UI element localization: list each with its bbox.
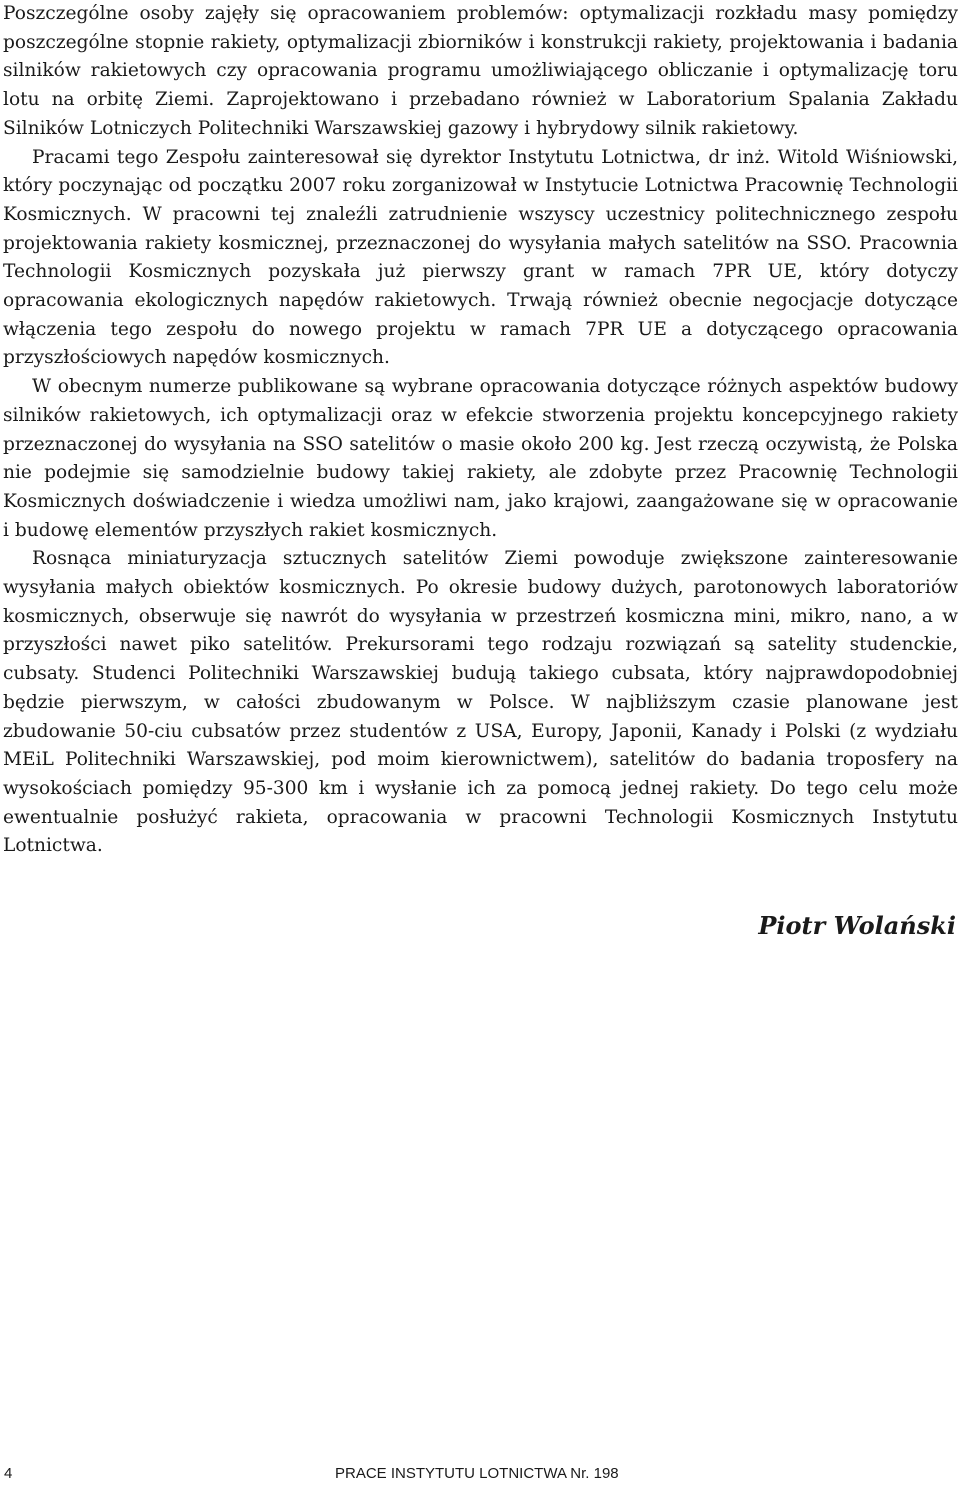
journal-title: PRACE INSTYTUTU LOTNICTWA Nr. 198 — [335, 1465, 619, 1482]
page-footer — [4, 1464, 960, 1486]
page-number: 4 — [4, 1465, 13, 1482]
paragraph: W obecnym numerze publikowane są wybrane opracowania dotyczące różnych aspektów budowy silników rakietowych, ich optymalizacji oraz w efekcie stworzenia projektu koncepcyjnego rakiety przeznaczonej do wysyłania na SSO satelitów o masie około 200 kg. Jest rzeczą oczywistą, że Polska nie podejmie się samodzielnie budowy takiej rakiety, ale zdobyte przez Pracownię Technologii Kosmicznych doświadczenie i wiedza umożliwi nam, jako krajowi, zaangażowane się w opracowanie i budowę elementów przyszłych rakiet kosmicznych. — [3, 376, 958, 541]
article-body — [3, 0, 958, 861]
paragraph: Pracami tego Zespołu zainteresował się dyrektor Instytutu Lotnictwa, dr inż. Witold Wiśniowski, który poczynając od początku 2007 roku zorganizował w Instytucie Lotnictwa Pracownię Technologii Kosmicznych. W pracowni tej znaleźli zatrudnienie wszyscy uczestnicy politechnicznego zespołu projektowania rakiety kosmicznej, przeznaczonej do wysyłania małych satelitów na SSO. Pracownia Technologii Kosmicznych pozyskała już pierwszy grant w ramach 7PR UE, który dotyczy opracowania ekologicznych napędów rakietowych. Trwają również obecnie negocjacje dotyczące włączenia tego zespołu do nowego projektu w ramach 7PR UE a dotyczącego opracowania przyszłościowych napędów kosmicznych. — [3, 146, 958, 369]
paragraph-continued: Poszczególne osoby zajęły się opracowaniem problemów: optymalizacji rozkładu masy pomiędzy poszczególne stopnie rakiety, optymalizacji zbiorników i konstrukcji rakiety, projektowania i badania silników rakietowych czy opracowania programu umożliwiającego obliczanie i optymalizację toru lotu na orbitę Ziemi. Zaprojektowano i przebadano również w Laboratorium Spalania Zakładu Silników Lotniczych Politechniki Warszawskiej gazowy i hybrydowy silnik rakietowy. — [3, 3, 958, 139]
paragraph: Rosnąca miniaturyzacja sztucznych satelitów Ziemi powoduje zwiększone zainteresowanie wysyłania małych obiektów kosmicznych. Po okresie budowy dużych, parotonowych laboratoriów kosmicznych, obserwuje się nawrót do wysyłania w przestrzeń kosmiczna mini, mikro, nano, a w przyszłości nawet piko satelitów. Prekursorami tego rodzaju rozwiązań są satelity studenckie, cubsaty. Studenci Politechniki Warszawskiej budują takiego cubsata, który najprawdopodobniej będzie pierwszym, w całości zbudowanym w Polsce. W najbliższym czasie planowane jest zbudowanie 50-ciu cubsatów przez studentów z USA, Europy, Japonii, Kanady i Polski (z wydziału MEiL Politechniki Warszawskiej, pod moim kierownictwem), satelitów do badania troposfery na wysokościach pomiędzy 95-300 km i wysłanie ich za pomocą jednej rakiety. Do tego celu może ewentualnie posłużyć rakieta, opracowania w pracowni Technologii Kosmicznych Instytutu Lotnictwa. — [3, 548, 958, 857]
author-signature: Piotr Wolański — [758, 911, 956, 940]
